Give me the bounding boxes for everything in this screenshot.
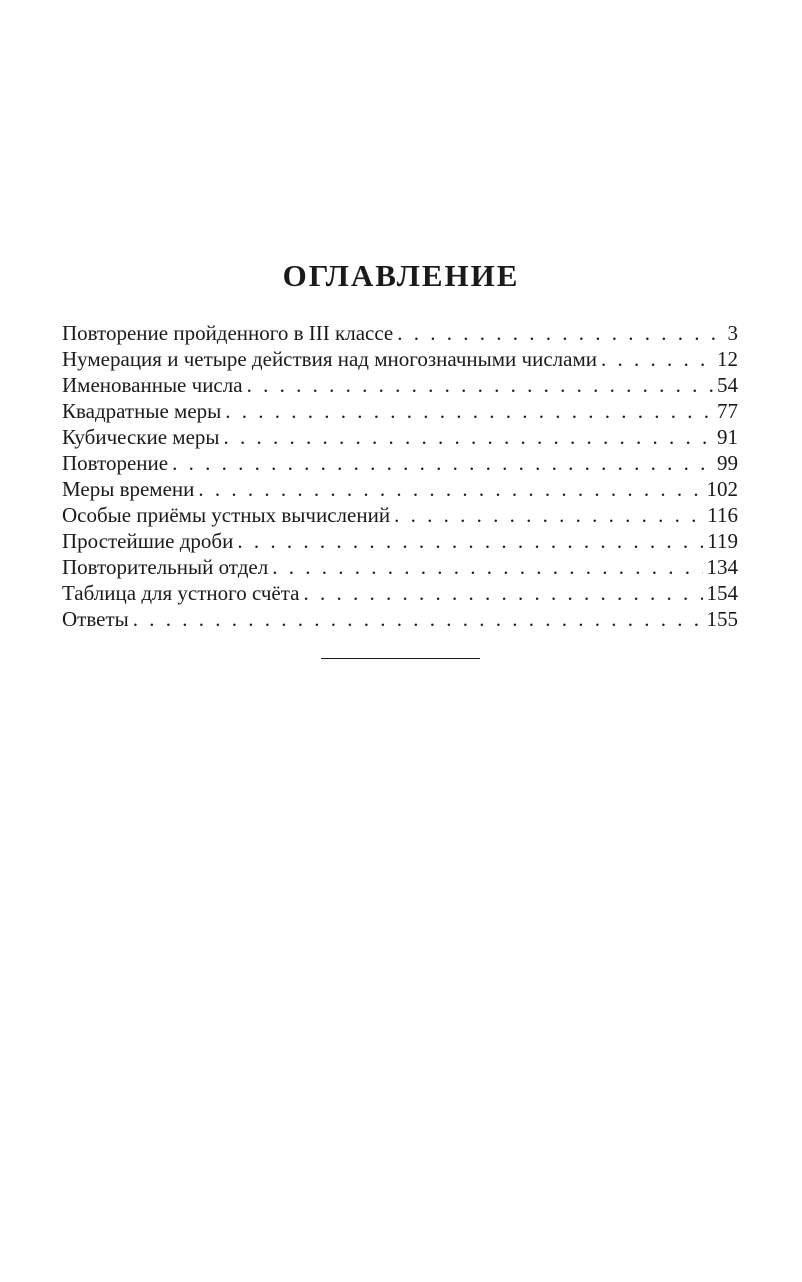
toc-entry[interactable] <box>62 424 738 450</box>
toc-entry[interactable] <box>62 528 738 554</box>
toc-entry[interactable] <box>62 502 738 528</box>
toc-entry[interactable] <box>62 450 738 476</box>
table-of-contents <box>62 320 738 632</box>
page-title: ОГЛАВЛЕНИЕ <box>282 258 520 293</box>
toc-entry[interactable] <box>62 346 738 372</box>
toc-entry-title: Кубические меры <box>62 425 220 449</box>
toc-entry-title: Особые приёмы устных вычислений <box>62 503 391 527</box>
toc-entry-page: 12 <box>717 347 738 371</box>
toc-entry-page: 154 <box>706 581 738 605</box>
toc-entry[interactable] <box>62 398 738 424</box>
toc-entry-title: Таблица для устного счёта <box>62 581 300 605</box>
toc-entry-title: Простейшие дроби <box>62 529 234 553</box>
toc-entry-page: 155 <box>706 607 738 631</box>
toc-entry-page: 134 <box>706 555 738 579</box>
toc-entry-title: Меры времени <box>62 477 195 501</box>
toc-entry[interactable] <box>62 580 738 606</box>
toc-entry-page: 3 <box>727 321 738 345</box>
dot-leader <box>397 320 723 346</box>
toc-entry-title: Повторение пройденного в III классе <box>62 321 394 345</box>
toc-entry-page: 54 <box>717 373 738 397</box>
dot-leader <box>272 554 702 580</box>
dot-leader <box>394 502 703 528</box>
dot-leader <box>172 450 713 476</box>
toc-entry-title: Квадратные меры <box>62 399 222 423</box>
toc-entry-page: 91 <box>717 425 738 449</box>
dot-leader <box>225 398 713 424</box>
dot-leader <box>304 580 703 606</box>
toc-entry-page: 119 <box>707 529 738 553</box>
section-divider <box>321 658 480 659</box>
dot-leader <box>601 346 713 372</box>
dot-leader <box>133 606 703 632</box>
toc-entry-title: Ответы <box>62 607 129 631</box>
toc-entry[interactable] <box>62 320 738 346</box>
toc-entry-title: Повторение <box>62 451 169 475</box>
toc-entry-page: 77 <box>717 399 738 423</box>
dot-leader <box>237 528 703 554</box>
toc-entry-page: 116 <box>707 503 738 527</box>
toc-entry[interactable] <box>62 372 738 398</box>
dot-leader <box>198 476 702 502</box>
toc-entry-title: Нумерация и четыре действия над многозначными числами <box>62 347 597 371</box>
dot-leader <box>224 424 713 450</box>
toc-entry-page: 99 <box>717 451 738 475</box>
toc-entry-title: Именованные числа <box>62 373 243 397</box>
toc-entry[interactable] <box>62 554 738 580</box>
dot-leader <box>247 372 713 398</box>
toc-entry-title: Повторительный отдел <box>62 555 269 579</box>
toc-entry-page: 102 <box>706 477 738 501</box>
toc-entry[interactable] <box>62 606 738 632</box>
toc-entry[interactable] <box>62 476 738 502</box>
